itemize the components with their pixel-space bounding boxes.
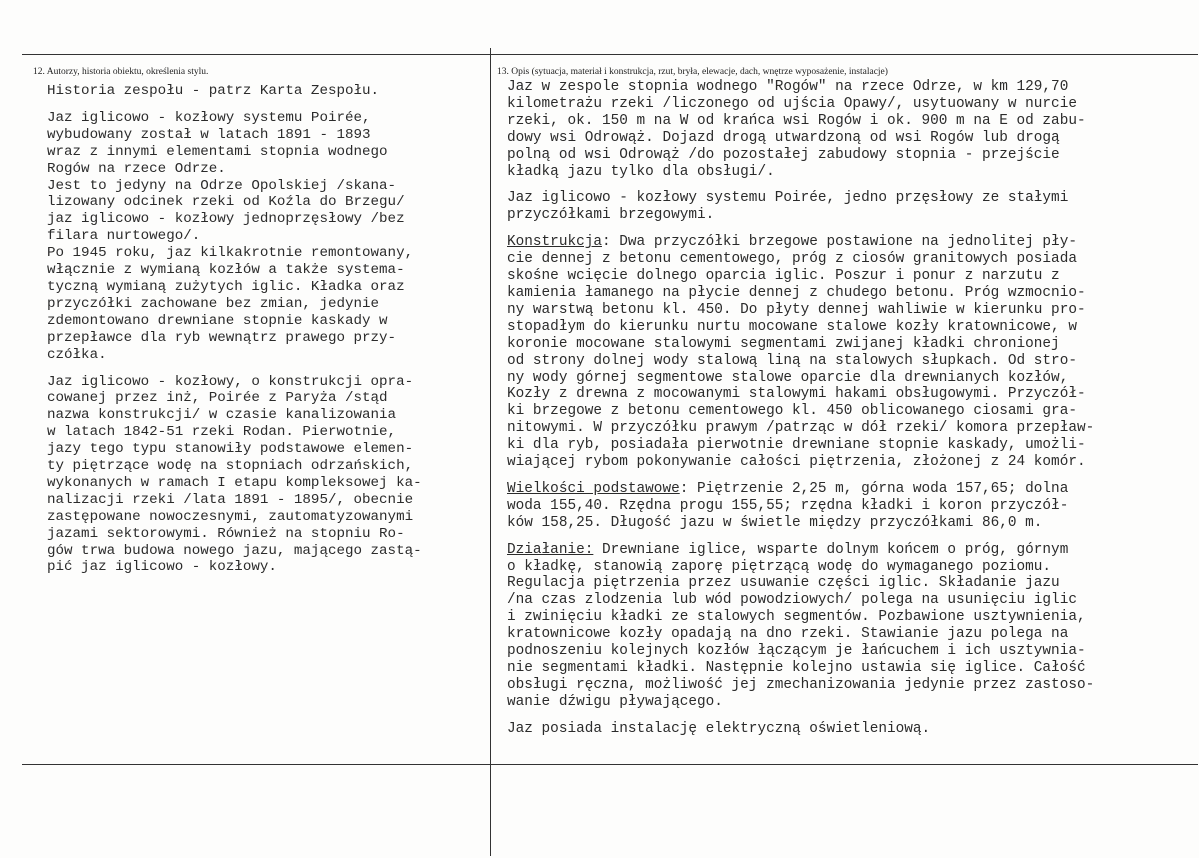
operation-paragraph	[507, 542, 1197, 711]
history-paragraph-2: Jaz iglicowo - kozłowy systemu Poirée, wybudowany został w latach 1891 - 1893 wraz z innymi elementami stopnia wodnego Rogów na rzece Odrze. Jest to jedyny na Odrze Opolskiej /skana- lizowany odcinek rzeki od Koźla do Brzegu/ jaz iglicowo - kozłowy jednoprzęsłowy /bez filara nurtowego/. Po 1945 roku, jaz kilkakrotnie remontowany, włącznie z wymianą kozłów a także systema- tyczną wymianą zużytych iglic. Kładka oraz przyczółki zachowane bez zmian, jedynie zdemontowano drewniane stopnie kaskady w przepławce dla ryb wewnątrz prawego przy- czółka.	[47, 109, 414, 363]
construction-text: : Dwa przyczółki brzegowe postawione na jednolitej pły- cie dennej z betonu cementowego, próg z ciosów granitowych posiada skośne wcięcie dolnego oparcia iglic. Poszur i ponur z narzutu z kamienia łamanego na płycie dennej z chudego betonu. Próg wzmocnio- ny warstwą betonu kl. 450. Do płyty dennej wahliwie w kierunku pro- stopadłym do kierunku nurtu mocowane stalowe kozły kratownicowe, w koronie mocowane stalowymi segmentami zwijanej kładki chronionej od strony dolnej wody stalową liną na stalowych słupkach. Od stro- ny wody górnej segmentowe stalowe oparcie dla drewnianych kozłów, Kozły z drewna z mocowanymi stalowymi hakami obsługowymi. Przyczół- ki brzegowe z betonu cementowego kl. 450 oblicowanego ciosami gra- nitowymi. W przyczółku prawym /patrząc w dół rzeki/ komora przepław- ki dla ryb, posiadała pierwotnie drewniane stopnie kaskady, umożli- wiającej rybom pokonywanie całości piętrzenia, złożonej z 24 komór.	[507, 234, 1095, 471]
dimensions-text: : Piętrzenie 2,25 m, górna woda 157,65; dolna woda 155,40. Rzędna progu 155,55; rzędna kładki i koron przyczół- ków 158,25. Długość jazu w świetle między przyczółkami 86,0 m.	[507, 480, 1069, 531]
history-paragraph-1: Historia zespołu - patrz Karta Zespołu.	[47, 83, 380, 99]
dimensions-heading: Wielkości podstawowe	[507, 480, 680, 497]
construction-heading: Konstrukcja	[507, 234, 602, 251]
description-paragraph-2: Jaz iglicowo - kozłowy systemu Poirée, jedno przęsłowy ze stałymi przyczółkami brzegowymi.	[507, 190, 1069, 224]
history-column	[47, 83, 487, 586]
description-column	[507, 79, 1197, 748]
history-paragraph-3: Jaz iglicowo - kozłowy, o konstrukcji opra- cowanej przez inż, Poirée z Paryża /stąd nazwa konstrukcji/ w czasie kanalizowania w latach 1842-51 rzeki Rodan. Pierwotnie, jazy tego typu stanowiły podstawowe elemen- ty piętrzące wodę na stopniach odrzańskich, wykonanych w ramach I etapu kompleksowej ka- nalizacji rzeki /lata 1891 - 1895/, obecnie zastępowane nowoczesnymi, zautomatyzowanymi jazami sektorowymi. Również na stopniu Ro- gów trwa budowa nowego jazu, mającego zastą- pić jaz iglicowo - kozłowy.	[47, 373, 422, 576]
construction-paragraph	[507, 234, 1197, 471]
bottom-rule	[22, 764, 1198, 765]
operation-heading: Działanie:	[507, 541, 594, 558]
installation-paragraph: Jaz posiada instalację elektryczną oświetleniową.	[507, 720, 931, 737]
column-divider	[490, 48, 491, 856]
description-paragraph-1: Jaz w zespole stopnia wodnego "Rogów" na rzece Odrze, w km 129,70 kilometrażu rzeki /liczonego od ujścia Opawy/, usytuowany w nurcie rzeki, ok. 150 m na W od krańca wsi Rogów i ok. 900 m na E od zabu- dowy wsi Odrowąż. Dojazd drogą utwardzoną od wsi Rogów lub drogą polną od wsi Odrowąż /do pozostałej zabudowy stopnia - przejście kładką jazu tylko dla obsługi/.	[507, 79, 1086, 180]
operation-text: Drewniane iglice, wsparte dolnym końcem o próg, górnym o kładkę, stanowią zaporę piętrzącą wodę do wymaganego poziomu. Regulacja piętrzenia przez usuwanie części iglic. Składanie jazu /na czas zlodzenia lub wód powodziowych/ polega na usunięciu iglic i zwinięciu kładki ze stalowych segmentów. Pozbawione usztywnienia, kratownicowe kozły opadają na dno rzeki. Stawianie jazu polega na podnoszeniu kolejnych kozłów łączącym je łańcuchem i ich usztywnia- nie segmentami kładki. Następnie kolejno ustawia się iglice. Całość obsługi ręczna, możliwość jej zmechanizowania jedynie przez zastoso- wanie dźwigu pływającego.	[507, 541, 1095, 710]
field-13-label: 13. Opis (sytuacja, materiał i konstrukcja, rzut, bryła, elewacje, dach, wnętrze wyposażenie, instalacje)	[497, 67, 888, 77]
top-rule	[22, 54, 1198, 55]
field-12-label: 12. Autorzy, historia obiektu, określenia stylu.	[33, 67, 209, 77]
dimensions-paragraph	[507, 481, 1197, 532]
